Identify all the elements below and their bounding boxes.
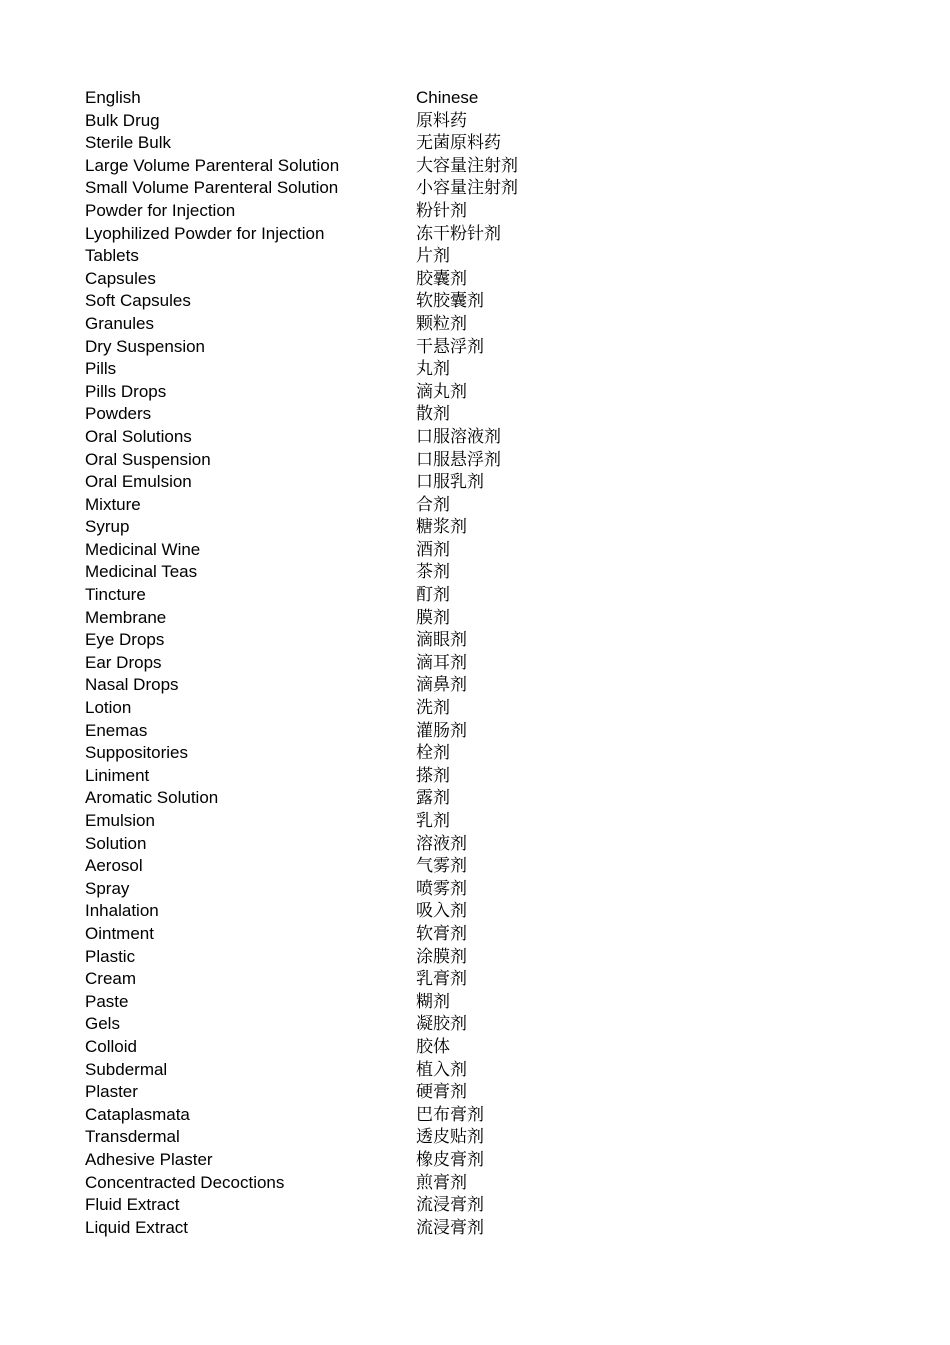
english-term: Powder for Injection	[85, 200, 236, 220]
chinese-term: 无菌原料药	[416, 133, 501, 154]
table-row	[85, 923, 685, 946]
table-row	[85, 110, 685, 133]
table-row	[85, 290, 685, 313]
table-body	[85, 110, 685, 1240]
chinese-term: 冻干粉针剂	[416, 223, 501, 244]
chinese-term: 丸剂	[416, 359, 450, 380]
chinese-term: 凝胶剂	[416, 1014, 467, 1035]
english-term: Gels	[85, 1014, 120, 1034]
chinese-term: 栓剂	[416, 743, 450, 764]
chinese-term: 溶液剂	[416, 833, 467, 854]
table-row	[85, 787, 685, 810]
table-row	[85, 403, 685, 426]
chinese-term: 涂膜剂	[416, 946, 467, 967]
chinese-term: 滴鼻剂	[416, 675, 467, 696]
table-row	[85, 1194, 685, 1217]
table-row	[85, 245, 685, 268]
english-term: Sterile Bulk	[85, 133, 171, 153]
english-term: Pills Drops	[85, 381, 167, 401]
chinese-term: 原料药	[416, 110, 467, 131]
table-row	[85, 381, 685, 404]
table-row	[85, 1013, 685, 1036]
chinese-term: 酒剂	[416, 539, 450, 560]
table-row	[85, 223, 685, 246]
chinese-term: 口服溶液剂	[416, 426, 501, 447]
chinese-term: 滴眼剂	[416, 630, 467, 651]
english-term: Enemas	[85, 720, 148, 740]
english-term: Transdermal	[85, 1127, 180, 1147]
table-row	[85, 132, 685, 155]
english-term: Membrane	[85, 607, 167, 627]
english-term: Emulsion	[85, 811, 155, 830]
chinese-term: 流浸膏剂	[416, 1195, 484, 1216]
table-row	[85, 968, 685, 991]
chinese-term: 茶剂	[416, 562, 450, 583]
chinese-term: 乳剂	[416, 811, 450, 831]
table-row	[85, 607, 685, 630]
chinese-term: 干悬浮剂	[416, 336, 484, 357]
english-term: Nasal Drops	[85, 675, 179, 695]
chinese-term: 胶囊剂	[416, 268, 467, 289]
chinese-term: 胶体	[416, 1036, 450, 1057]
english-term: Capsules	[85, 268, 156, 288]
table-row	[85, 946, 685, 969]
table-row	[85, 1059, 685, 1082]
table-row	[85, 449, 685, 472]
english-term: Dry Suspension	[85, 336, 206, 356]
header-english: English	[85, 88, 141, 107]
table-row	[85, 765, 685, 788]
table-row	[85, 900, 685, 923]
chinese-term: 橡皮膏剂	[416, 1149, 484, 1170]
table-row	[85, 561, 685, 584]
table-row	[85, 313, 685, 336]
chinese-term: 气雾剂	[416, 856, 467, 877]
table-row	[85, 471, 685, 494]
english-term: Plastic	[85, 946, 136, 966]
chinese-term: 膜剂	[416, 607, 450, 628]
table-row	[85, 720, 685, 743]
table-row	[85, 1126, 685, 1149]
chinese-term: 颗粒剂	[416, 313, 467, 334]
english-term: Pills	[85, 359, 117, 379]
english-term: Lyophilized Powder for Injection	[85, 223, 325, 243]
english-term: Inhalation	[85, 901, 159, 921]
english-term: Ear Drops	[85, 652, 162, 672]
table-row	[85, 810, 685, 833]
chinese-term: 吸入剂	[416, 901, 467, 922]
chinese-term: 滴耳剂	[416, 652, 467, 673]
english-term: Aromatic Solution	[85, 788, 219, 808]
chinese-term: 露剂	[416, 788, 450, 809]
chinese-term: 片剂	[416, 246, 450, 267]
table-row	[85, 1081, 685, 1104]
english-term: Plaster	[85, 1082, 138, 1102]
chinese-term: 软胶囊剂	[416, 291, 484, 312]
table-row	[85, 697, 685, 720]
chinese-term: 口服乳剂	[416, 472, 484, 493]
table-row	[85, 991, 685, 1014]
english-term: Suppositories	[85, 743, 189, 763]
english-term: Paste	[85, 991, 129, 1011]
chinese-term: 煎膏剂	[416, 1172, 467, 1193]
chinese-term: 流浸膏剂	[416, 1217, 484, 1238]
chinese-term: 透皮贴剂	[416, 1127, 484, 1148]
english-term: Spray	[85, 878, 130, 898]
english-term: Aerosol	[85, 856, 143, 876]
english-term: Subdermal	[85, 1059, 168, 1079]
chinese-term: 乳膏剂	[416, 969, 467, 990]
english-term: Syrup	[85, 517, 130, 537]
chinese-term: 口服悬浮剂	[416, 449, 501, 470]
english-term: Granules	[85, 313, 154, 333]
english-term: Liniment	[85, 765, 150, 785]
chinese-term: 软膏剂	[416, 923, 467, 944]
english-term: Concentracted Decoctions	[85, 1172, 285, 1192]
english-term: Ointment	[85, 923, 154, 943]
chinese-term: 洗剂	[416, 698, 450, 719]
table-row	[85, 539, 685, 562]
english-term: Powders	[85, 404, 152, 424]
english-term: Tincture	[85, 585, 146, 605]
table-row	[85, 200, 685, 223]
english-term: Medicinal Wine	[85, 539, 201, 559]
chinese-term: 粉针剂	[416, 200, 467, 221]
english-term: Eye Drops	[85, 630, 165, 650]
english-term: Oral Suspension	[85, 449, 211, 469]
chinese-term: 散剂	[416, 404, 450, 425]
table-row	[85, 1104, 685, 1127]
english-term: Cream	[85, 969, 137, 989]
table-row	[85, 833, 685, 856]
table-row	[85, 358, 685, 381]
chinese-term: 搽剂	[416, 765, 450, 786]
chinese-term: 合剂	[416, 494, 450, 515]
table-row	[85, 742, 685, 765]
table-row	[85, 1036, 685, 1059]
english-term: Lotion	[85, 698, 132, 718]
english-term: Oral Solutions	[85, 426, 192, 446]
english-term: Solution	[85, 833, 147, 853]
english-term: Colloid	[85, 1036, 137, 1056]
english-term: Adhesive Plaster	[85, 1149, 213, 1169]
chinese-term: 灌肠剂	[416, 720, 467, 741]
chinese-term: 喷雾剂	[416, 878, 467, 899]
table-row	[85, 674, 685, 697]
table-row	[85, 652, 685, 675]
table-row	[85, 1217, 685, 1240]
table-row	[85, 878, 685, 901]
english-term: Cataplasmata	[85, 1104, 190, 1124]
table-row	[85, 1149, 685, 1172]
english-term: Oral Emulsion	[85, 472, 192, 492]
table-row	[85, 516, 685, 539]
table-row	[85, 584, 685, 607]
chinese-term: 糖浆剂	[416, 517, 467, 538]
table-row	[85, 855, 685, 878]
english-term: Medicinal Teas	[85, 562, 198, 582]
chinese-term: 滴丸剂	[416, 381, 467, 402]
table-row	[85, 494, 685, 517]
chinese-term: 糊剂	[416, 991, 450, 1012]
chinese-term: 大容量注射剂	[416, 155, 518, 176]
table-header	[85, 87, 685, 110]
english-term: Small Volume Parenteral Solution	[85, 178, 339, 198]
english-term: Mixture	[85, 494, 141, 514]
english-term: Soft Capsules	[85, 291, 191, 311]
chinese-term: 硬膏剂	[416, 1082, 467, 1103]
table-row	[85, 336, 685, 359]
table-row	[85, 177, 685, 200]
chinese-term: 植入剂	[416, 1059, 467, 1080]
chinese-term: 小容量注射剂	[416, 178, 518, 199]
english-term: Tablets	[85, 246, 139, 266]
table-row	[85, 155, 685, 178]
glossary-table	[85, 87, 685, 1239]
chinese-term: 酊剂	[416, 585, 450, 606]
english-term: Fluid Extract	[85, 1195, 180, 1215]
english-term: Large Volume Parenteral Solution	[85, 155, 340, 175]
header-chinese: Chinese	[416, 88, 479, 107]
english-term: Liquid Extract	[85, 1217, 188, 1237]
table-row	[85, 629, 685, 652]
english-term: Bulk Drug	[85, 110, 160, 130]
table-row	[85, 426, 685, 449]
table-row	[85, 1172, 685, 1195]
table-row	[85, 268, 685, 291]
chinese-term: 巴布膏剂	[416, 1104, 484, 1125]
